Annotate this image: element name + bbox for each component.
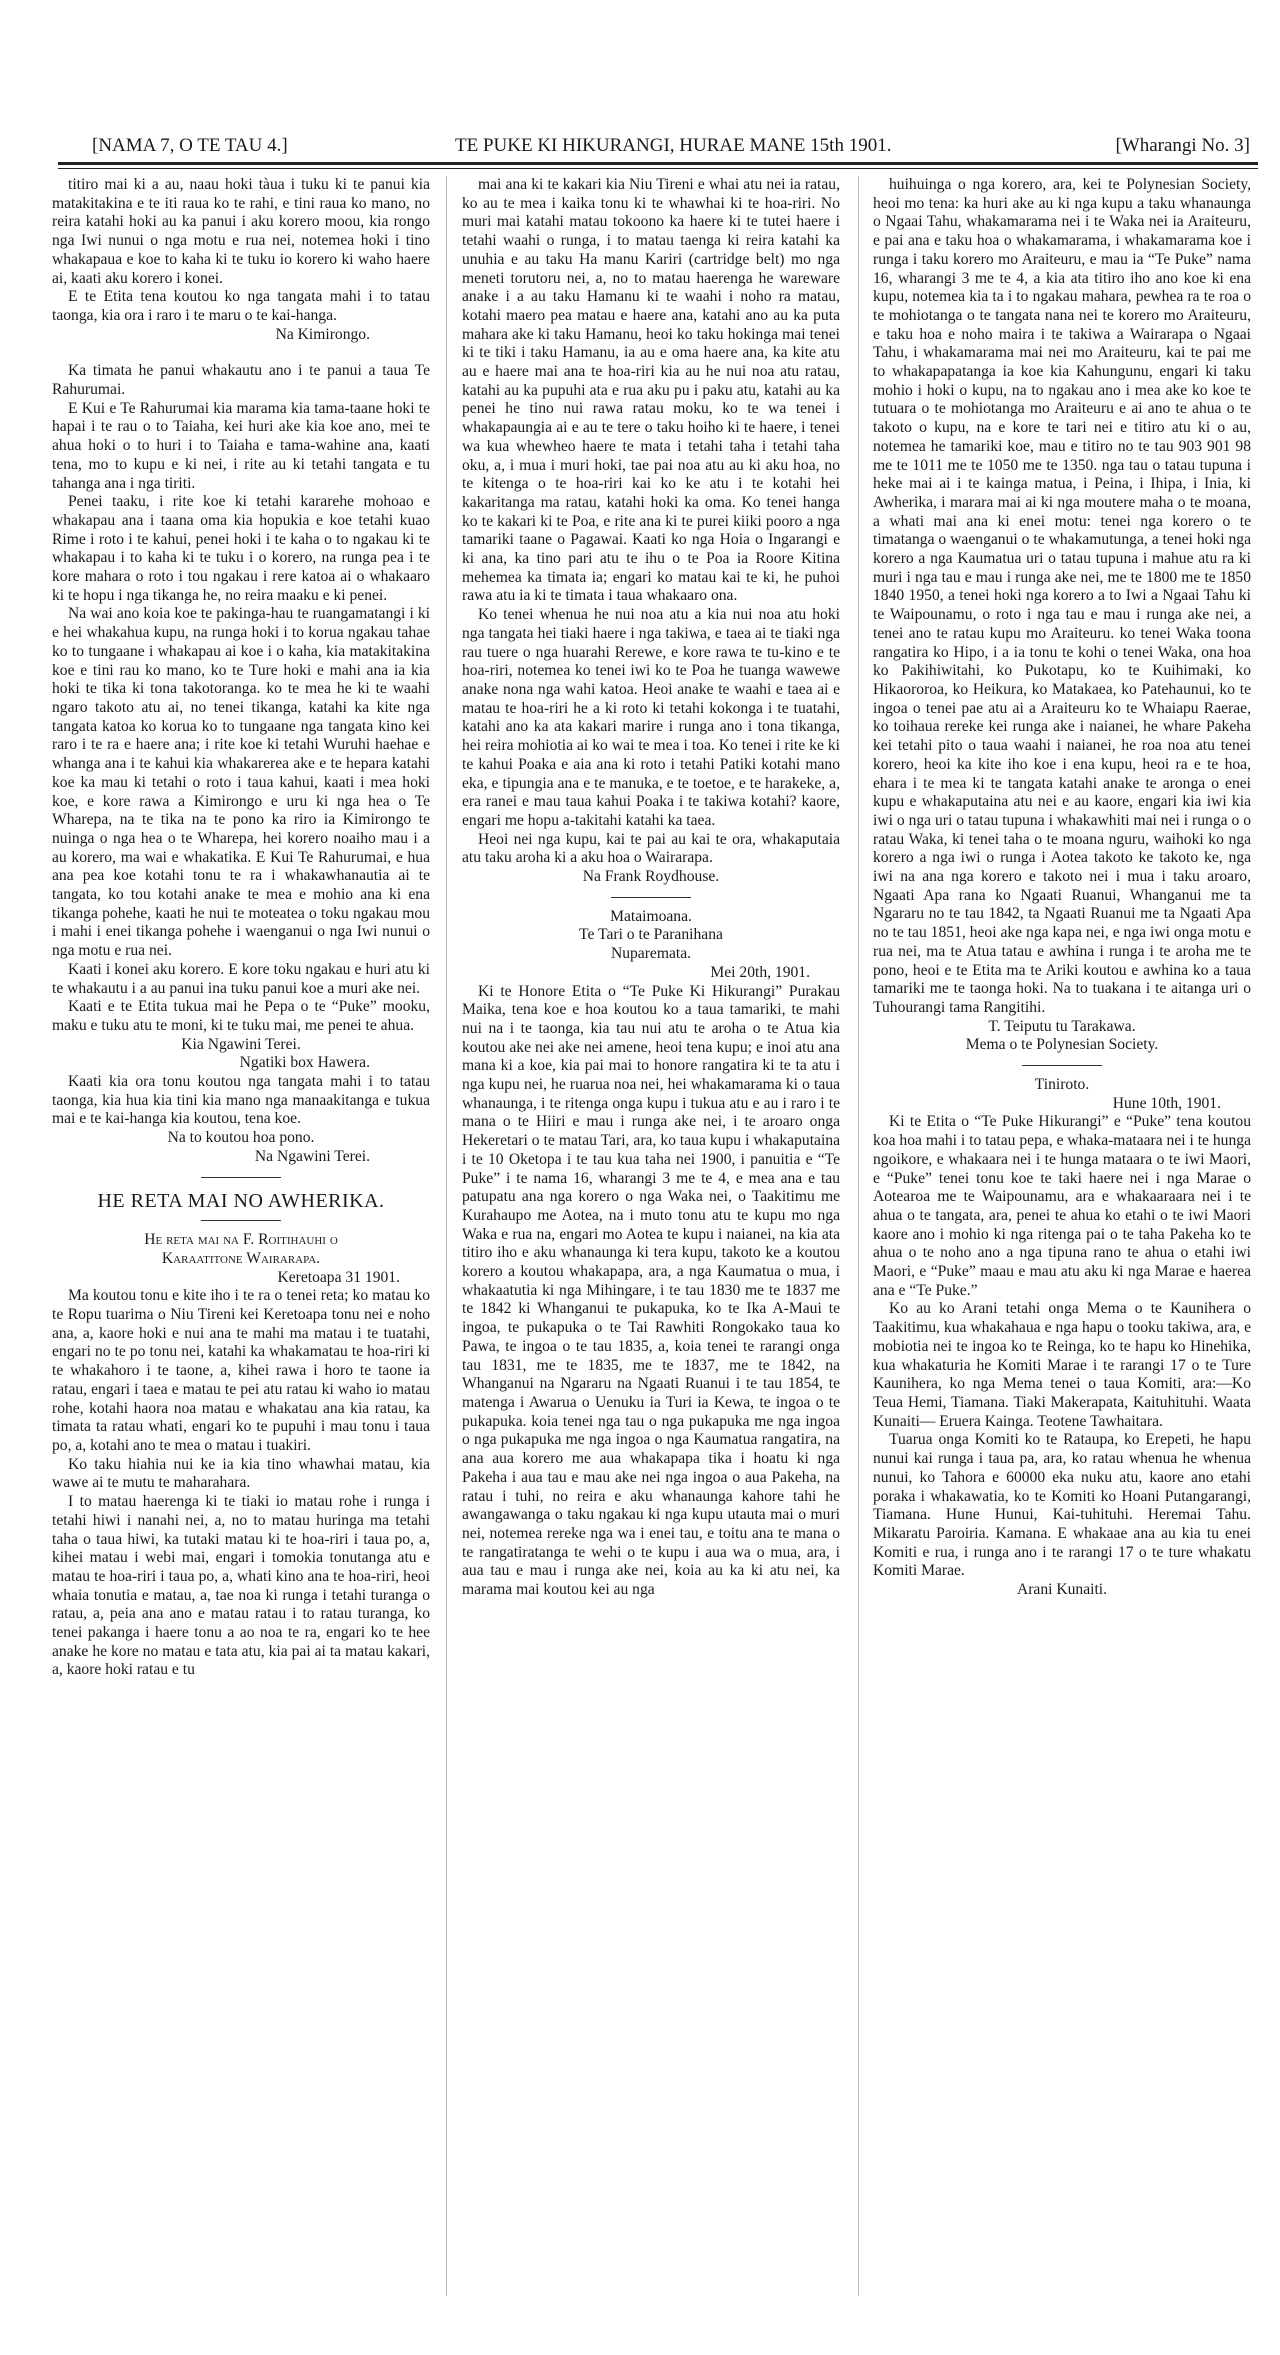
article-paragraph: titiro mai ki a au, naau hoki tàua i tuku ki te panui kia matakitakina e te iti raua ko te rahi, e tini raua ko mano, no reira katahi hoki au ka panui i aku korero moou, kia rongo nga Iwi nunui o nga motu e rua nei, notemea hoki i tino whakapaua e koe to kaha ki te tuku io korero ki waho haere ai, kaati aku korero i konei. — [52, 176, 430, 287]
centered-line: T. Teiputu tu Tarakawa. — [988, 1017, 1136, 1035]
article-paragraph: Ko au ko Arani tetahi onga Mema o te Kaunihera o Taakitimu, kua whakahaua e nga hapu o tooku takiwa, ara, e mobiotia nei te ingoa ko te Reinga, ko te hapu ko Hinehika, kua whakaturia he Komiti Marae i te rarangi 17 o te Ture Kaunihera, ko nga Mema tenei o taua Komiti, ara:—Ko Teua Hemi, Tiamana. Tiaki Makerapata, Kaituhituhi. Waata Kunaiti— Eruera Kainga. Teotene Tawhaitara. — [873, 1300, 1251, 1430]
column-3 — [873, 176, 1251, 1600]
article-paragraph: Penei taaku, i rite koe ki tetahi kararehe mohoao e whakapau ana i taana oma kia hopukia e koe tetahi kuao Rime i roto i te kahui, penei hoki i te kaha o to ngakau ki te whakapau i to kaha ki te tuku i o korero, na runga pea i te kore mahara o roto i tou ngakau i rere katoa ai o whakaaro ki te hopu i nga tikanga he, no reira maaku e ki penei. — [52, 493, 430, 604]
article-paragraph: Ka timata he panui whakautu ano i te panui a taua Te Rahurumai. — [52, 362, 430, 399]
masthead-rule — [58, 162, 1258, 165]
column-divider — [858, 176, 859, 2296]
column-2 — [462, 176, 840, 1600]
newspaper-title-date: TE PUKE KI HIKURANGI, HURAE MANE 15th 1901. — [455, 135, 892, 156]
separator-rule — [201, 1220, 281, 1221]
article-paragraph: Tuarua onga Komiti ko te Rataupa, ko Erepeti, he hapu nunui kai runga i taua pa, ara, ko ratau whenua he whenua nunui, ko Tahora e 60000 eka nuku atu, kaore ano etahi poraka i whakawatia, ko te Komiti ko Hoani Putangarangi, Tiamana. Hune Hunui, Kai-tuhituhi. Heremai Tahu. Mikaratu Paroiria. Kamana. E whakaae ana au kia tu enei Komiti e rua, i runga ano i te rarangi 17 o te ture whakatu Komiti Marae. — [873, 1431, 1251, 1580]
article-paragraph: Kaati i konei aku korero. E kore toku ngakau e huri atu ki te whakautu i a au panui ina tuku panui koe a muri ake nei. — [52, 960, 430, 997]
masthead-rule-thin — [58, 168, 1258, 169]
article-paragraph: Heoi nei nga kupu, kai te pai au kai te ora, whakaputaia atu taku aroha ki a aku hoa o Wairarapa. — [462, 830, 840, 867]
article-paragraph: Ko tenei whenua he nui noa atu a kia nui noa atu hoki nga tangata hei tiaki haere i nga takiwa, e taea ai te tiaki nga rau tuere o nga huarahi Rerewe, e kore rawa te tu-kino e te hoa-riri, notemea ko tenei iwi ko te Poa he tuanga wawewe anake nona nga wahi katoa. Heoi anake te waahi e taea ai e matau te hoa-riri he a ki roto ki tetahi kokonga i te tuatahi, katahi ano ka ata kakari marire i runga ano i tona tikanga, hei reira mohiotia ai ko wai te mea i toa. Ko tenei i rite ke ki te kahui Poaka e aia ana ki roto i tetahi Patiki kotahi mano eka, e tipungia ana e te manuka, e te toetoe, e te harakeke, a, era ranei e mau taua kahui Poaka i te takiwa kotahi? kaore, engari me hopu a-takitahi katahi ka taea. — [462, 606, 840, 829]
section-subheading: He reta mai na F. Roitihauhi o — [144, 1231, 338, 1249]
article-paragraph: E te Etita tena koutou ko nga tangata mahi i to tatau taonga, kia ora i raro i te maru o te kai-hanga. — [52, 288, 430, 324]
article-paragraph: Ki te Etita o “Te Puke Hikurangi” e “Puke” tena koutou koa hoa mahi i to tatau pepa, e whaka-mataara nei i te hunga ngoikore, e whakaara nei i te hunga mataara o te iwi Maori, e “Puke” tenei tonu koe te taki haere nei i nga Marae o Aotearoa me te Waipounamu, ara e whakaaraara nei i te ahua o te tangata, ara, penei te ahua ko etahi o te iwi Maori kaore ano i mohio ki nga ritenga pai o te taha Pakeha ko te ahua o te noho ano a nga tipuna rano te ahua o etahi iwi Maori, e “Puke” maau e mau atu aku ki nga Marae e haerea ana e “Te Puke.” — [873, 1113, 1251, 1299]
spacer — [52, 344, 430, 362]
centered-line: Te Tari o te Paranihana — [579, 926, 723, 944]
signature: Ngatiki box Hawera. — [239, 1054, 370, 1072]
separator-rule — [201, 1177, 281, 1178]
issue-number: [NAMA 7, O TE TAU 4.] — [92, 135, 288, 156]
centered-line: Mataimoana. — [610, 907, 692, 925]
article-paragraph: Kaati e te Etita tukua mai he Pepa o te “Puke” mooku, maku e tuku atu te moni, ki te tuku mai, me penei te ahua. — [52, 998, 430, 1034]
article-paragraph: Na wai ano koia koe te pakinga-hau te ruangamatangi i ki e hei whakahua kupu, na runga hoki i to korua ngakau tahae ko to tungaane i whakapau ai koe i o kaha, kia matakitakina koe e tini rau ko mano, ko te Ture hoki e mahi ana ia kia hoki te tika ki tona takotoranga. ko te mea he ki te waahi ngaro takoto atu ai, no tenei tikanga, katahi ka kite nga tangata katoa ko korua ko to tungaane nga tangata kino kei raro i te ra e haere ana; i rite koe ki tetahi Wuruhi haehae e whanga ana i te kahui kia whakarerea ake e te hepara katahi koe ka mau ki tetahi o roto i taua kahui, kaati i mea hoki koe, e kore rawa a Kimirongo e uru ki nga hea o Te Wharepa, na te tika na te pono ka riro ia Kimirongo te nuinga o nga hea o te Wharepa, hei korero noaiho mau i a au korero, ma wai e whakatika. E Kui Te Rahurumai, e hua ana pea koe kotahi tonu te ra i whakawhanautia ai te tangata, ko tou kotahi anake te mea e mohio ana ki ena tikanga pohehe, kaati he nui te moteatea o toku ngakau mou i mahi i enei tikanga pohehe i waenganui o nga Iwi nunui o nga motu e rua nei. — [52, 605, 430, 960]
masthead — [50, 135, 1250, 165]
dateline: Mei 20th, 1901. — [710, 963, 810, 981]
signature: Na Ngawini Terei. — [254, 1147, 370, 1165]
page-number: [Wharangi No. 3] — [1115, 135, 1250, 156]
centered-line: Kia Ngawini Terei. — [181, 1035, 301, 1053]
article-paragraph: Ma koutou tonu e kite iho i te ra o tenei reta; ko matau ko te Ropu tuarima o Niu Tireni kei Keretoapa tonu nei e noho ana, a, kaore hoki e nui ana te mahi ma matau i te tuatahi, engari no te po tonu nei, katahi ka whakamatau te hoa-riri ki te whakahoro i te taone, a, kihei rawa i horo te taone ia ratau, engari i taea e matau te pei atu ratau ki waho io matau rohe, kotahi haora noa matau e whakatau ana kia ratau, ka timata ta ratau whati, engari ko te pupuhi i mau tonu i taua po, a, kotahi ano te mea o matau i tuakiri. — [52, 1287, 430, 1454]
article-paragraph: mai ana ki te kakari kia Niu Tireni e whai atu nei ia ratau, ko au te mea i kaika tonu ki te whawhai ki te hoa-riri. No muri mai katahi matau tokoono ka haere ki te tutei haere i tetahi waahi o runga, i to matau taenga ki reira katahi ka unuhia e au taku Ha manu Kariri (cartridge belt) mo nga meneti torutoru nei, a, no to matau haerenga he wareware anake i a au taku Hamanu ki te waahi i noho ra matau, kotahi maero pea matau e haere ana, katahi ano au ka puta mahara ake ki taku Hamanu, heoi ko taku hokinga mai tenei ki te tiki i taku Hamanu, ia au e oma haere ana, ka kite atu au e haere mai ana te hoa-riri kia au he nui noa atu ratau, katahi au ka pupuhi ata e rua aku pu i paku atu, katahi au ka penei he tino nui rawa ratau moku, ko te wa tenei i whakapaungia ai e au te tere o taku hoiho ki te haere, i tenei wa kua whewheo haere te mata i tetahi taha i tetahi taha oku, a, i mua i muri hoki, tae pai noa atu au ki aku hoa, no te kitenga o te hoa-riri kai ko ke atu i te kotahi hei kakaritanga ma ratau, katahi hoki ka oma. Ko tenei hanga ko te kakari ki te Poa, e rite ana ki te purei kiiki pooro a nga tamariki taane o Pagawai. Kaati ko nga Hoia o Ingarangi e ki ana, ka tino pari atu te ihu o te Poa ia Roore Kitina mehemea ka timata ia; engari ko matau kai te ki, he puhoi rawa atu ia ki te timata i taua whakaaro ona. — [462, 176, 840, 605]
article-paragraph: Ko taku hiahia nui ke ia kia tino whawhai matau, kia wawe ai te mutu te maharahara. — [52, 1455, 430, 1492]
article-paragraph: E Kui e Te Rahurumai kia marama kia tama-taane hoki te hapai i te rau o to Taiaha, kei huri ake kia koe ano, mei te ahua hoki o to huri i to Taiaha e tama-wahine ana, kaati tena, mo to kupu e ki nei, i rite au ki tetahi tangata e tu tahanga ana i nga tiriti. — [52, 399, 430, 492]
separator-rule — [611, 897, 691, 898]
signature: Na Kimirongo. — [275, 325, 370, 343]
column-1 — [52, 176, 430, 1680]
article-paragraph: Kaati kia ora tonu koutou nga tangata mahi i to tatau taonga, kia hua kia tini kia mano nga manaakitanga e tukua mai e te kai-hanga kia koutou, tena koe. — [52, 1073, 430, 1128]
article-paragraph: Ki te Honore Etita o “Te Puke Ki Hikurangi” Purakau Maika, tena koe e hoa koutou ko a taua tamariki, te mahi nui na i te taonga, kia tau nui atu te aroha o te Atua kia koutou ake nei ake nei amene, heoi tena kupu; e inoi atu ana mana ki a koe, kia pai mai to honore rangatira ki te ta atu i nga kupu nei, he ruarua noa nei, hei whakamarama ki o taua whanaunga, i te ritenga onga kupu i tukua atu e au i raro i te mana o te Hiiri e mau i runga ake nei, i te aroaro onga Hekeretari o te matau Tari, ara, ko taua kupu i whakaputaina i te 10 Oketopa i te tau kua taha nei 1900, i panuitia e “Te Puke” i te nama 16, wharangi 3 me te 4, e mea ana e tau patupatu ana nga korero o nga Waka nei, o Taakitimu me Kurahaupo me Aotea, na i muto tonu atu te kupu mo nga Waka e rua na, engari mo Aotea te kupu i naianei, na kia ata titiro iho e aku whanaunga ki tera kupu, takoto ke a koutou korero a koutou whakapapa, ara, a nga Kaumatua o mua, i whakaatutia ki nga Mihingare, i te tau 1830 me te 1837 me te 1842 ki Whanganui te pukapuka, ko te Ika A-Maui te ingoa, te pukapuka o te Tai Rawhiti Rongokako taua ko Pawa, te ingoa o te tau 1835, a, koia tenei te rarangi onga tau 1831, me te 1835, me te 1837, me te 1842, na Whanganui na Ngararu na Ngaati Ruanui i te tau 1854, te matenga i Awarua o Uenuku ia Turi ia Kewa, te ingoa o te pukapuka. koia tenei nga tau o nga pukapuka me nga ingoa o nga pukapuka me nga ingoa o nga Kaumatua rangatira, na ana aua korero me aua whakapapa tika i hoatu ki nga Pakeha i aua tau e mau ake nei nga ingoa o aua Pakeha, na ratau i tuhi, no reira e aku whanaunga kahore tahi he awangawanga o taku ngakau ki nga kupu utauta mai o muri nei, notemea rereke nga wa i enei tau, e toitu ana te mana o te rangatiratanga te wehi o te kupu i aua wa o mua, ara, i aua tau e mau i runga ake nei, koia au ka ki atu nei, ka marama mai koutou kei au nga — [462, 982, 840, 1599]
column-divider — [446, 176, 447, 2296]
centered-line: Na Frank Roydhouse. — [582, 868, 720, 886]
article-paragraph: huihuinga o nga korero, ara, kei te Polynesian Society, heoi mo tena: ka huri ake au ki nga kupu a taku whanaunga o Ngaai Tahu, whakamarama nei i te Waka nei ia Araiteuru, e pai ana e taku hoa o whakamarama, i whakamarama koe i runga i taku korero mo Araiteuru, e mau ia “Te Puke” nama 16, wharangi 3 me te 4, a kia ata titiro iho ano koe ki ena kupu, notemea kia ta i to ngakau mahara, pewhea ra te roa o te mohiotanga o te tangata nana nei te korero mo Araiteuru, e taku hoa e noho maira i te takiwa a Wairarapa o Ngaai Tahu, i whakamarama mai nei mo Araiteuru, kai te pai me to whakapapatanga ia koe kia Kahungunu, engari ki taku mohio i hoki o kupu, na to ngakau ano i mea ake ko koe te tutuara o te mohiotanga mo Araiteuru e ai ano te ahua o te takoto o kupu, na e kore te tari nei e titiro atu ki o au, notemea he tamariki koe, mau e titiro no te tau 903 901 98 me te 1011 me te 1050 me te 1350. nga tau o tatau tupuna i heke mai ai i te kainga matua, i Peina, i Ihipa, i Inia, ki Awherika, i marara mai ai ki nga moutere maha o te moana, a whati mai ana ki enei motu: tenei nga korero o te timatanga o waenganui o te whakamutunga, a tenei hoki nga korero a nga Kaumatua uri o tatau tupuna i mahue atu ra ki muri i nga tau e mau i runga ake nei, me te 1800 me te 1850 1840 1950, a tenei hoki nga korero a to Iwi a Ngaai Tahu ki te Waipounamu, o roto i nga tau e mau i runga ake nei, a tenei ano te ratau kupu mo Araiteuru. ko tenei Waka toona rangatira ko Hipo, i a ia tonu te kohi o tenei Waka, ona hoa ko Pakihiwitahi, ko Pukotapu, ko te Kuihimaki, ko Hikaororoa, ko Heikura, ko Matakaea, ko Patehaunui, ko te ingoa o tenei pae atu ai a Araiteuru ko te Whaiapu Raerae, ko toihaua rereke kei runga ake i naianei, he whare Pakeha kei tetahi pito o taua waahi i naianei, he roa noa atu tenei korero, heoi ka kite iho koe i ena kupu, heoi ra e te hoa, ehara i te mea ki te tangata katahi anake te aronga o enei kupu e whakaputaina atu nei e au kaore, engari kia iwi kia iwi o nga uri o tatau tupuna i whakawhiti mai nei i runga o o ratau Waka, ki tenei taha o te moana nguru, waihoki ko nga korero a nga iwi o runga i Aotea takoto ke takoto ke, nga iwi na ana nga korero e takoto nei i mua i taku aroaro, Ngaati Apa rana ko Ngaati Ruanui, Whanganui me ta Ngararu no te tau 1842, ta Ngaati Ruanui me ta Ngaati Apa no te tau 1851, heoi ake nga kapa nei, e nga iwi onga motu e rua nei, ma te Atua tatau e awhina i runga i te aroha me te pono, heoi e te Etita ma te Ariki koutou e awhina ko a taua tamariki me te taonga hoki. Na to tuakana i te aitanga uri o Tuhourangi tama Rangitihi. — [873, 176, 1251, 1016]
dateline: Hune 10th, 1901. — [1112, 1094, 1221, 1112]
centered-line: Mema o te Polynesian Society. — [965, 1036, 1159, 1054]
dateline: Keretoapa 31 1901. — [277, 1268, 400, 1286]
centered-line: Tiniroto. — [1034, 1076, 1090, 1094]
section-subheading: Karaatitone Wairarapa. — [161, 1249, 321, 1267]
section-heading: HE RETA MAI NO AWHERIKA. — [97, 1189, 385, 1212]
centered-line: Nuparemata. — [610, 945, 692, 963]
centered-line: Arani Kunaiti. — [1016, 1581, 1108, 1599]
centered-line: Na to koutou hoa pono. — [167, 1129, 315, 1147]
article-paragraph: I to matau haerenga ki te tiaki io matau rohe i runga i tetahi hiwi i nanahi nei, a, no to matau huringa ma tetahi taha o taua hiwi, ka tutaki matau ki te hoa-riri i taua po, a, kihei matau i webi mai, engari i tomokia tonutanga atu e matau te hoa-riri i taua po, a, whati kino ana te hoa-riri, heoi whaia tonutia e matau, a, tae noa ki runga i tetahi turanga o ratau, a, peia ana ano e matau ratau i to ratau turanga, ko tenei pakanga i haere tonu a ao noa te ra, engari ko te hee anake he kore no matau e tata atu, kia pai ai ta matau kakari, a, kaore hoki ratau e tu — [52, 1493, 430, 1679]
separator-rule — [1022, 1065, 1102, 1066]
